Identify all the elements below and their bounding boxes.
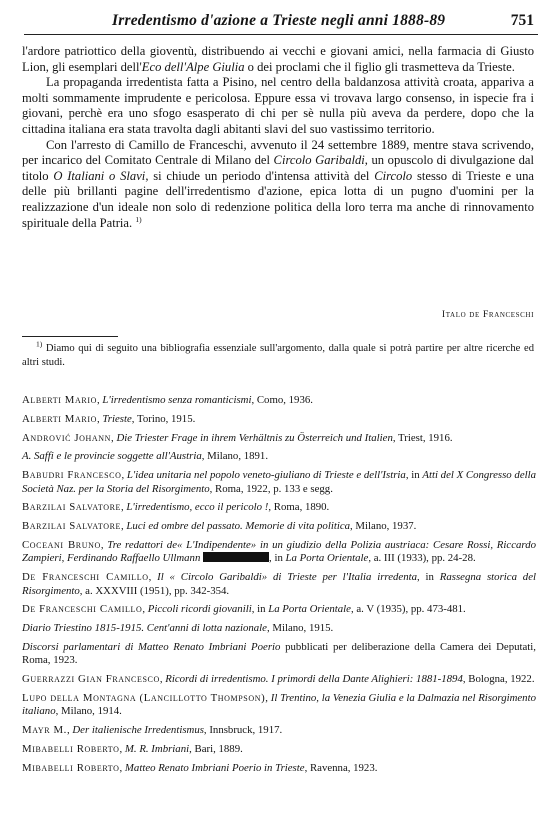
bib-author: Coceani Bruno [22,538,101,551]
bibliography [22,394,536,781]
p3-d: stesso di Trieste e una delle più brillanti pagine dell'irredentismo d'azione, epica lotta di un pugno d'uomini per la realizzazione d'un ideale non solo di redenzione politica della loro terra ma anche di rinnovamento spirituale della Patria. [22,168,534,230]
bib-mid: , in [405,469,423,482]
bib-rest: , Roma, 1890. [268,501,330,514]
bib-rest: , Milano, 1891. [201,450,269,463]
bib-title: Der italienische Irredentismus [72,724,204,737]
bib-rest: pubblicati per deliberazione della Camera dei Deputati, Roma, 1923. [22,640,536,667]
bib-entry: Lupo della Montagna (Lancillotto Thompson), Il Trentino, la Venezia Giulia e la Dalmazia nel Risorgimento italiano, Milano, 1914. [22,691,536,718]
bib-title: L'irredentismo senza romanticismi [102,394,252,406]
bib-title: Tre redattori de« L'Indipendente» in un giudizio della Polizia austriaca: Cesare Rossi, Riccardo Zampieri, Ferdinando Raffaello Ullmann [22,538,536,565]
bib-author: Alberti Mario [22,412,97,425]
bib-rest: , Milano, 1914. [55,705,122,718]
bib-entry [22,622,536,635]
bib-entry: De Franceschi Camillo, Il « Circolo Garibaldi» di Trieste per l'Italia irredenta, in Rassegna storica del Risorgimento, a. XXXVIII (1951), pp. 342-354. [22,571,536,597]
bib-author: Mibabelli Roberto [22,742,120,755]
bib-title: L'irredentismo, ecco il pericolo ! [126,501,269,514]
bib-title: Piccoli ricordi giovanili [147,603,252,616]
footnote-ref: 1) [135,214,142,224]
bib-author: De Franceschi Camillo [22,603,143,616]
bib-entry [22,450,536,463]
bib-title: Il Trentino, la Venezia Giulia e la Dalmazia nel Risorgimento italiano [22,691,536,718]
bib-title: Diario Triestino 1815-1915. Cent'anni di lotta nazionale [22,622,267,635]
bib-entry: Andrović Johann, Die Triester Frage in ihrem Verhältnis zu Österreich und Italien, Triest, 1916. [22,431,453,444]
bib-entry: Mayr M., Der italienische Irredentismus, Innsbruck, 1917. [22,724,283,737]
bib-rest: , Triest, 1916. [392,431,453,444]
p1-end: o dei proclami che il figlio gli trasmetteva da Trieste. [244,59,515,74]
bib-title: Il « Circolo Garibaldi» di Trieste per l'Italia irredenta [157,571,417,584]
bib-entry: Babudri Francesco, L'idea unitaria nel popolo veneto-giuliano di Trieste e dell'Istria, in Atti del X Congresso della Società Naz. per la Storia del Risorgimento, Roma, 1922, p. 133 e segg. [22,469,537,495]
bib-author: De Franceschi Camillo [22,571,149,584]
bib-journal: Rassegna storica del Risorgimento [22,571,536,597]
footnote [22,339,534,369]
bib-entry: Barzilai Salvatore, L'irredentismo, ecco il pericolo !, Roma, 1890. [22,501,330,514]
bib-author: Mayr M. [22,724,67,737]
bib-title: Discorsi parlamentari di Matteo Renato Imbriani Poerio [22,640,281,653]
p1-italic: Eco dell'Alpe Giulia [141,59,245,74]
bib-title: Luci ed ombre del passato. Memorie di vita politica [126,520,351,533]
bib-mid: , in [251,603,269,616]
author-signature [442,306,534,321]
bib-mid: , in [417,571,440,584]
bib-mid: , in [269,552,286,565]
footnote-text: Diamo qui di seguito una bibliografia essenziale sull'argomento, dalla quale si potrà partire per altre ricerche ed altri studi. [22,343,534,368]
bib-title: Die Triester Frage in ihrem Verhältnis zu Österreich und Italien [116,431,393,444]
bib-title: L'idea unitaria nel popolo veneto-giuliano di Trieste e dell'Istria [126,469,406,482]
bib-rest: , Torino, 1915. [131,412,196,425]
running-title: Irredentismo d'azione a Trieste negli anni 1888-89 [112,12,446,29]
paragraph-3 [22,138,534,232]
bib-rest: , Innsbruck, 1917. [203,724,283,737]
bib-entry: Coceani Bruno, Tre redattori de« L'Indipendente» in un giudizio della Polizia austriaca: Cesare Rossi, Riccardo Zampieri, Ferdinando Raffaello Ullmann , in La Porta Orientale, a. III (1933), pp. 24-28. [22,538,536,565]
bib-author: Andrović Johann [22,431,112,444]
running-header [24,8,538,35]
signature-last: Franceschi [482,309,534,320]
bib-entry: Barzilai Salvatore, Luci ed ombre del passato. Memorie di vita politica, Milano, 1937. [22,520,417,533]
bib-title: Trieste [102,412,132,425]
bib-title: A. Saffi e le provincie soggette all'Austria [22,450,202,463]
bib-rest: , Como, 1936. [251,394,313,406]
bib-rest: , a. XXXVIII (1951), pp. 342-354. [79,584,230,597]
bib-author: Barzilai Salvatore [22,520,122,533]
bib-rest: , a. III (1933), pp. 24-28. [368,552,476,565]
p3-italic-2: O Italiani o Slavi [53,168,146,183]
p3-italic-3: Circolo [374,168,413,183]
bib-title: M. R. Imbriani [124,742,190,755]
bib-entry: Guerrazzi Gian Francesco, Ricordi di irredentismo. I primordi della Dante Alighieri: 1881-1894, Bologna, 1922. [22,673,535,686]
bib-title: Matteo Renato Imbriani Poerio in Trieste [124,761,305,774]
bib-entry: Alberti Mario, L'irredentismo senza romanticismi, Como, 1936. [22,394,313,406]
bib-entry: Mibabelli Roberto, M. R. Imbriani, Bari, 1889. [22,742,243,755]
bib-rest: , Bari, 1889. [189,742,243,755]
p1-text: l'ardore patriottico della gioventù, distribuendo ai vecchi e giovani amici, nella farmacia di Giusto Lion, gli esemplari dell' [22,44,534,74]
bib-author: Guerrazzi Gian Francesco [22,673,160,686]
footnote-rule [22,336,118,337]
p3-c: , si chiude un periodo d'intensa attività del [145,168,375,183]
p3-b: , un opuscolo di divulgazione dal titolo [22,153,535,183]
bib-author: Babudri Francesco [22,469,122,482]
bib-entry: Mibabelli Roberto, Matteo Renato Imbriani Poerio in Trieste, Ravenna, 1923. [22,761,378,774]
paragraph-1 [22,44,534,75]
bib-entry: De Franceschi Camillo, Piccoli ricordi giovanili, in La Porta Orientale, a. V (1935), pp. 473-481. [22,603,466,616]
p3-italic-1: Circolo Garibaldi [273,153,365,168]
bib-entry: Alberti Mario, Trieste, Torino, 1915. [22,412,196,425]
bib-author: Mibabelli Roberto [22,761,120,774]
p3-a: Con l'arresto di Camillo de Franceschi, avvenuto il 24 settembre 1889, mentre stava scrivendo, per incarico del Comitato Centrale di Milano del [22,137,534,168]
redaction-bar [203,552,269,562]
bib-title: Ricordi di irredentismo. I primordi della Dante Alighieri: 1881-1894 [165,673,463,686]
bib-rest: , Roma, 1922, p. 133 e segg. [209,482,333,495]
bib-rest: , Ravenna, 1923. [304,761,378,774]
page-number: 751 [510,12,534,29]
bib-rest: , Milano, 1915. [266,622,334,635]
bib-journal: Atti del X Congresso della Società Naz. per la Storia del Risorgimento [22,469,537,495]
bib-journal: La Porta Orientale [285,552,369,565]
bib-rest: , a. V (1935), pp. 473-481. [350,603,466,616]
bib-rest: , Milano, 1937. [350,520,417,533]
bib-author: Lupo della Montagna (Lancillotto Thompson) [22,691,266,704]
footnote-mark: 1) [36,339,43,349]
main-text [22,44,534,231]
bib-journal: La Porta Orientale [268,603,351,616]
signature-first: Italo de [441,309,483,320]
bib-author: Barzilai Salvatore [22,501,122,514]
bib-entry [22,641,536,668]
bib-author: Alberti Mario [22,394,97,406]
bib-rest: , Bologna, 1922. [462,673,535,686]
paragraph-2: La propaganda irredentista fatta a Pisino, nel centro della baldanzosa attività croata, appariva a molti sommamente imprudente e pericolosa. Eppure essa vi trovava largo consenso, in ispecie fra i giovani, perchè era uno sfogo esasperato di chi per sè nulla più aveva da perdere, dopo che la cittadina italiana era stata travolta dagli abitanti slavi del suo vastissimo territorio. [22,75,534,136]
